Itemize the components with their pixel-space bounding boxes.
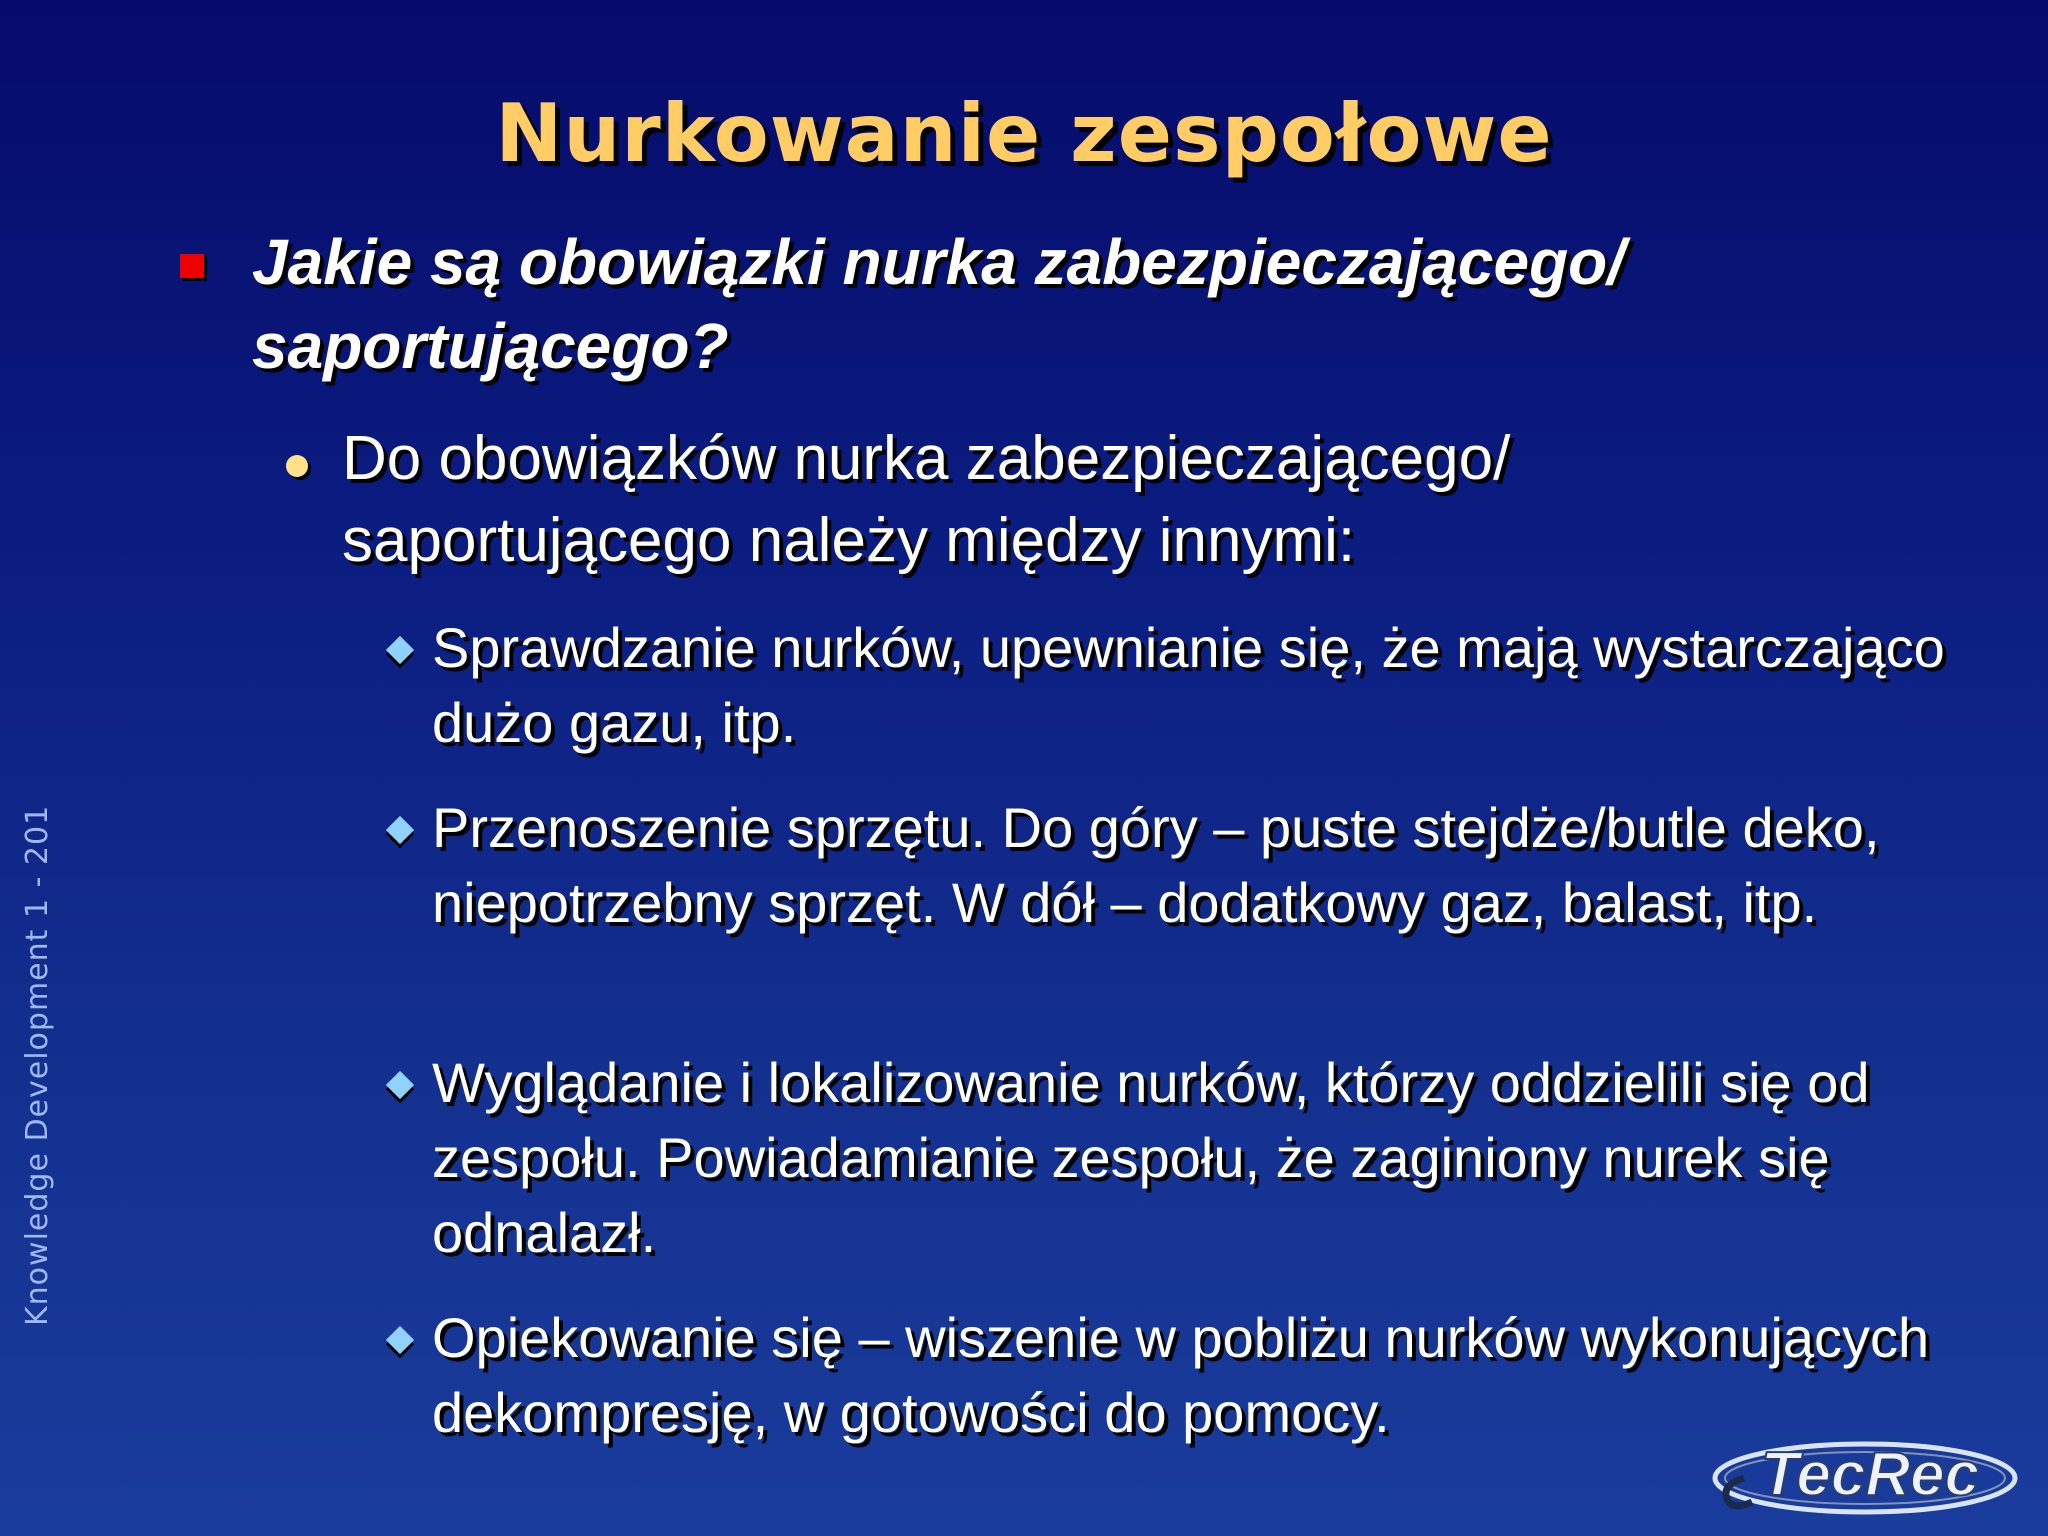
diamond-bullet-icon <box>386 1326 414 1354</box>
diamond-bullet-icon <box>386 636 414 664</box>
side-label: Knowledge Development 1 - 201 <box>20 804 55 1326</box>
red-square-bullet-icon <box>180 254 204 278</box>
list-item: Sprawdzanie nurków, upewnianie się, że mają wystarczająco dużo gazu, itp. <box>432 616 1945 754</box>
slide-title: Nurkowanie zespołowe <box>495 87 1553 180</box>
diamond-bullet-icon <box>386 816 414 844</box>
intro-text: Do obowiązków nurka zabezpieczającego/ saportującego należy między innymi: <box>342 424 1511 575</box>
tecrec-logo-text: TecRec <box>1760 1440 1980 1509</box>
diamond-bullet-icon <box>386 1071 414 1099</box>
list-item: Opiekowanie się – wiszenie w pobliżu nurków wykonujących dekompresję, w gotowości do pomocy. <box>432 1306 1930 1444</box>
list-item: Przenoszenie sprzętu. Do góry – puste stejdże/butle deko, niepotrzebny sprzęt. W dół – dodatkowy gaz, balast, itp. <box>432 796 1880 934</box>
round-bullet-icon <box>286 455 308 477</box>
tecrec-logo-graphic <box>1700 1400 2030 1530</box>
question-heading: Jakie są obowiązki nurka zabezpieczającego/ saportującego? <box>252 226 1626 382</box>
list-item: Wyglądanie i lokalizowanie nurków, którzy oddzielili się od zespołu. Powiadamianie zespołu, że zaginiony nurek się odnalazł. <box>432 1051 1870 1264</box>
tecrec-logo <box>1700 1400 2030 1530</box>
